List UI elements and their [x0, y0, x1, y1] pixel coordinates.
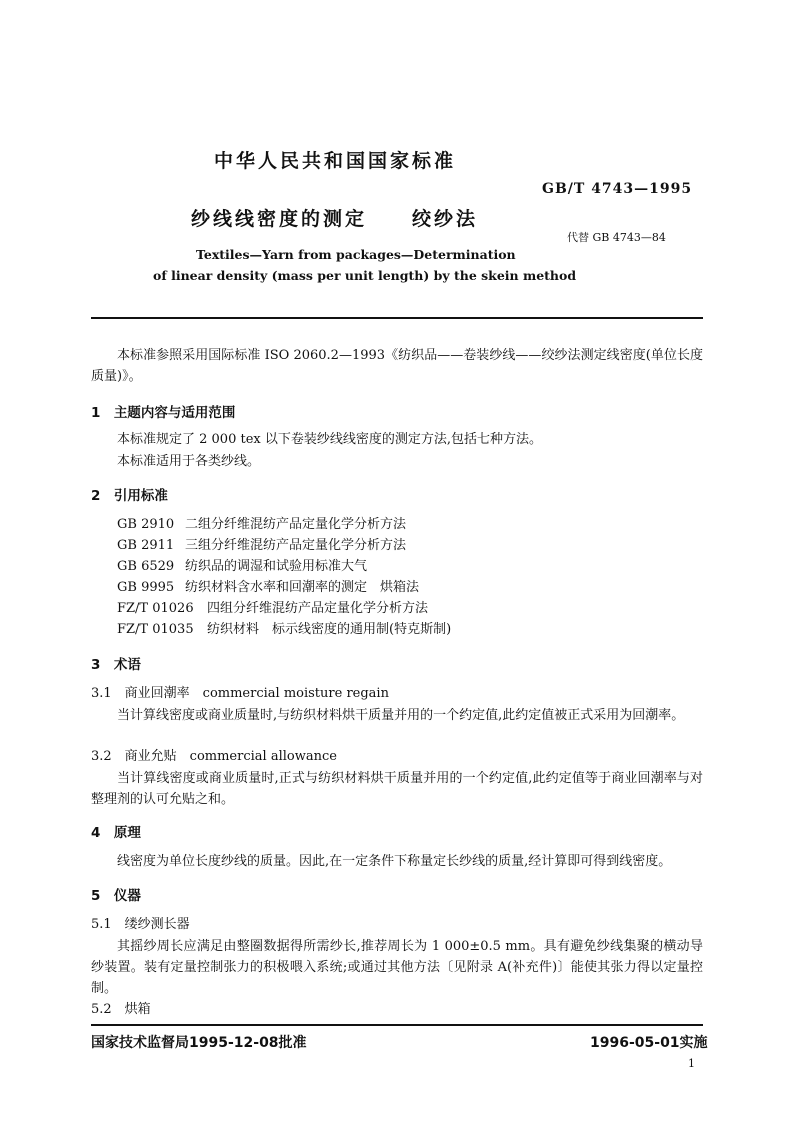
section-3-heading: 3 术语 — [91, 657, 141, 673]
chinese-title-method: 绞纱法 — [412, 208, 479, 230]
section-5-heading: 5 仪器 — [91, 888, 141, 904]
reference-code: FZ/T 01026 — [117, 601, 194, 616]
approval-date: 国家技术监督局1995-12-08批准 — [91, 1035, 307, 1051]
reference-title: 二组分纤维混纺产品定量化学分析方法 — [185, 517, 407, 532]
reference-code: GB 9995 — [117, 580, 175, 595]
reference-title: 四组分纤维混纺产品定量化学分析方法 — [207, 601, 429, 616]
section-1-heading: 1 主题内容与适用范围 — [91, 405, 236, 421]
header-divider — [91, 317, 703, 319]
reference-title: 三组分纤维混纺产品定量化学分析方法 — [185, 538, 407, 553]
clause-5-1-heading: 5.1 缕纱测长器 — [91, 917, 190, 932]
page-number: 1 — [688, 1057, 695, 1070]
reference-title: 纺织品的调湿和试验用标准大气 — [185, 559, 368, 574]
reference-title: 纺织材料含水率和回潮率的测定 烘箱法 — [185, 580, 420, 595]
section-1-paragraph-2: 本标准适用于各类纱线。 — [117, 454, 261, 469]
english-title-line1: Textiles—Yarn from packages—Determination — [196, 247, 516, 262]
term-3-1-definition: 当计算线密度或商业质量时,与纺织材料烘干质量并用的一个约定值,此约定值被正式采用为回潮率。 — [117, 708, 685, 723]
english-title-line2: of linear density (mass per unit length) by the skein method — [153, 268, 577, 283]
chinese-title-main: 纱线线密度的测定 — [191, 208, 368, 230]
section-4-heading: 4 原理 — [91, 825, 141, 841]
reference-code: FZ/T 01035 — [117, 622, 194, 637]
clause-5-1-body: 其摇纱周长应满足由整圈数据得所需纱长,推荐周长为 1 000±0.5 mm。具有避免纱线集聚的横动导纱装置。装有定量控制张力的积极喂入系统;或通过其他方法〔见附录 A(补充件)〕能使其张力得以定量控制。 — [91, 939, 703, 996]
footer-divider — [91, 1024, 703, 1026]
clause-5-2-heading: 5.2 烘箱 — [91, 1002, 151, 1017]
section-4-paragraph: 线密度为单位长度纱线的质量。因此,在一定条件下称量定长纱线的质量,经计算即可得到线密度。 — [117, 854, 672, 869]
national-standard-title: 中华人民共和国国家标准 — [214, 150, 457, 172]
section-2-heading: 2 引用标准 — [91, 488, 168, 504]
reference-code: GB 2910 — [117, 517, 175, 532]
standard-number: GB/T 4743—1995 — [542, 181, 693, 197]
reference-code: GB 6529 — [117, 559, 175, 574]
intro-paragraph: 本标准参照采用国际标准 ISO 2060.2—1993《纺织品——卷装纱线——绞纱法测定线密度(单位长度质量)》。 — [91, 348, 703, 384]
term-3-2-heading: 3.2 商业允贴 commercial allowance — [91, 749, 337, 764]
replaces-standard: 代替 GB 4743—84 — [567, 231, 666, 244]
term-3-1-heading: 3.1 商业回潮率 commercial moisture regain — [91, 686, 389, 701]
effective-date: 1996-05-01实施 — [590, 1035, 708, 1051]
reference-title: 纺织材料 标示线密度的通用制(特克斯制) — [207, 622, 452, 637]
section-1-paragraph-1: 本标准规定了 2 000 tex 以下卷装纱线线密度的测定方法,包括七种方法。 — [117, 432, 542, 447]
term-3-2-definition: 当计算线密度或商业质量时,正式与纺织材料烘干质量并用的一个约定值,此约定值等于商业回潮率与对整理剂的认可允贴之和。 — [91, 771, 703, 807]
reference-code: GB 2911 — [117, 538, 175, 553]
